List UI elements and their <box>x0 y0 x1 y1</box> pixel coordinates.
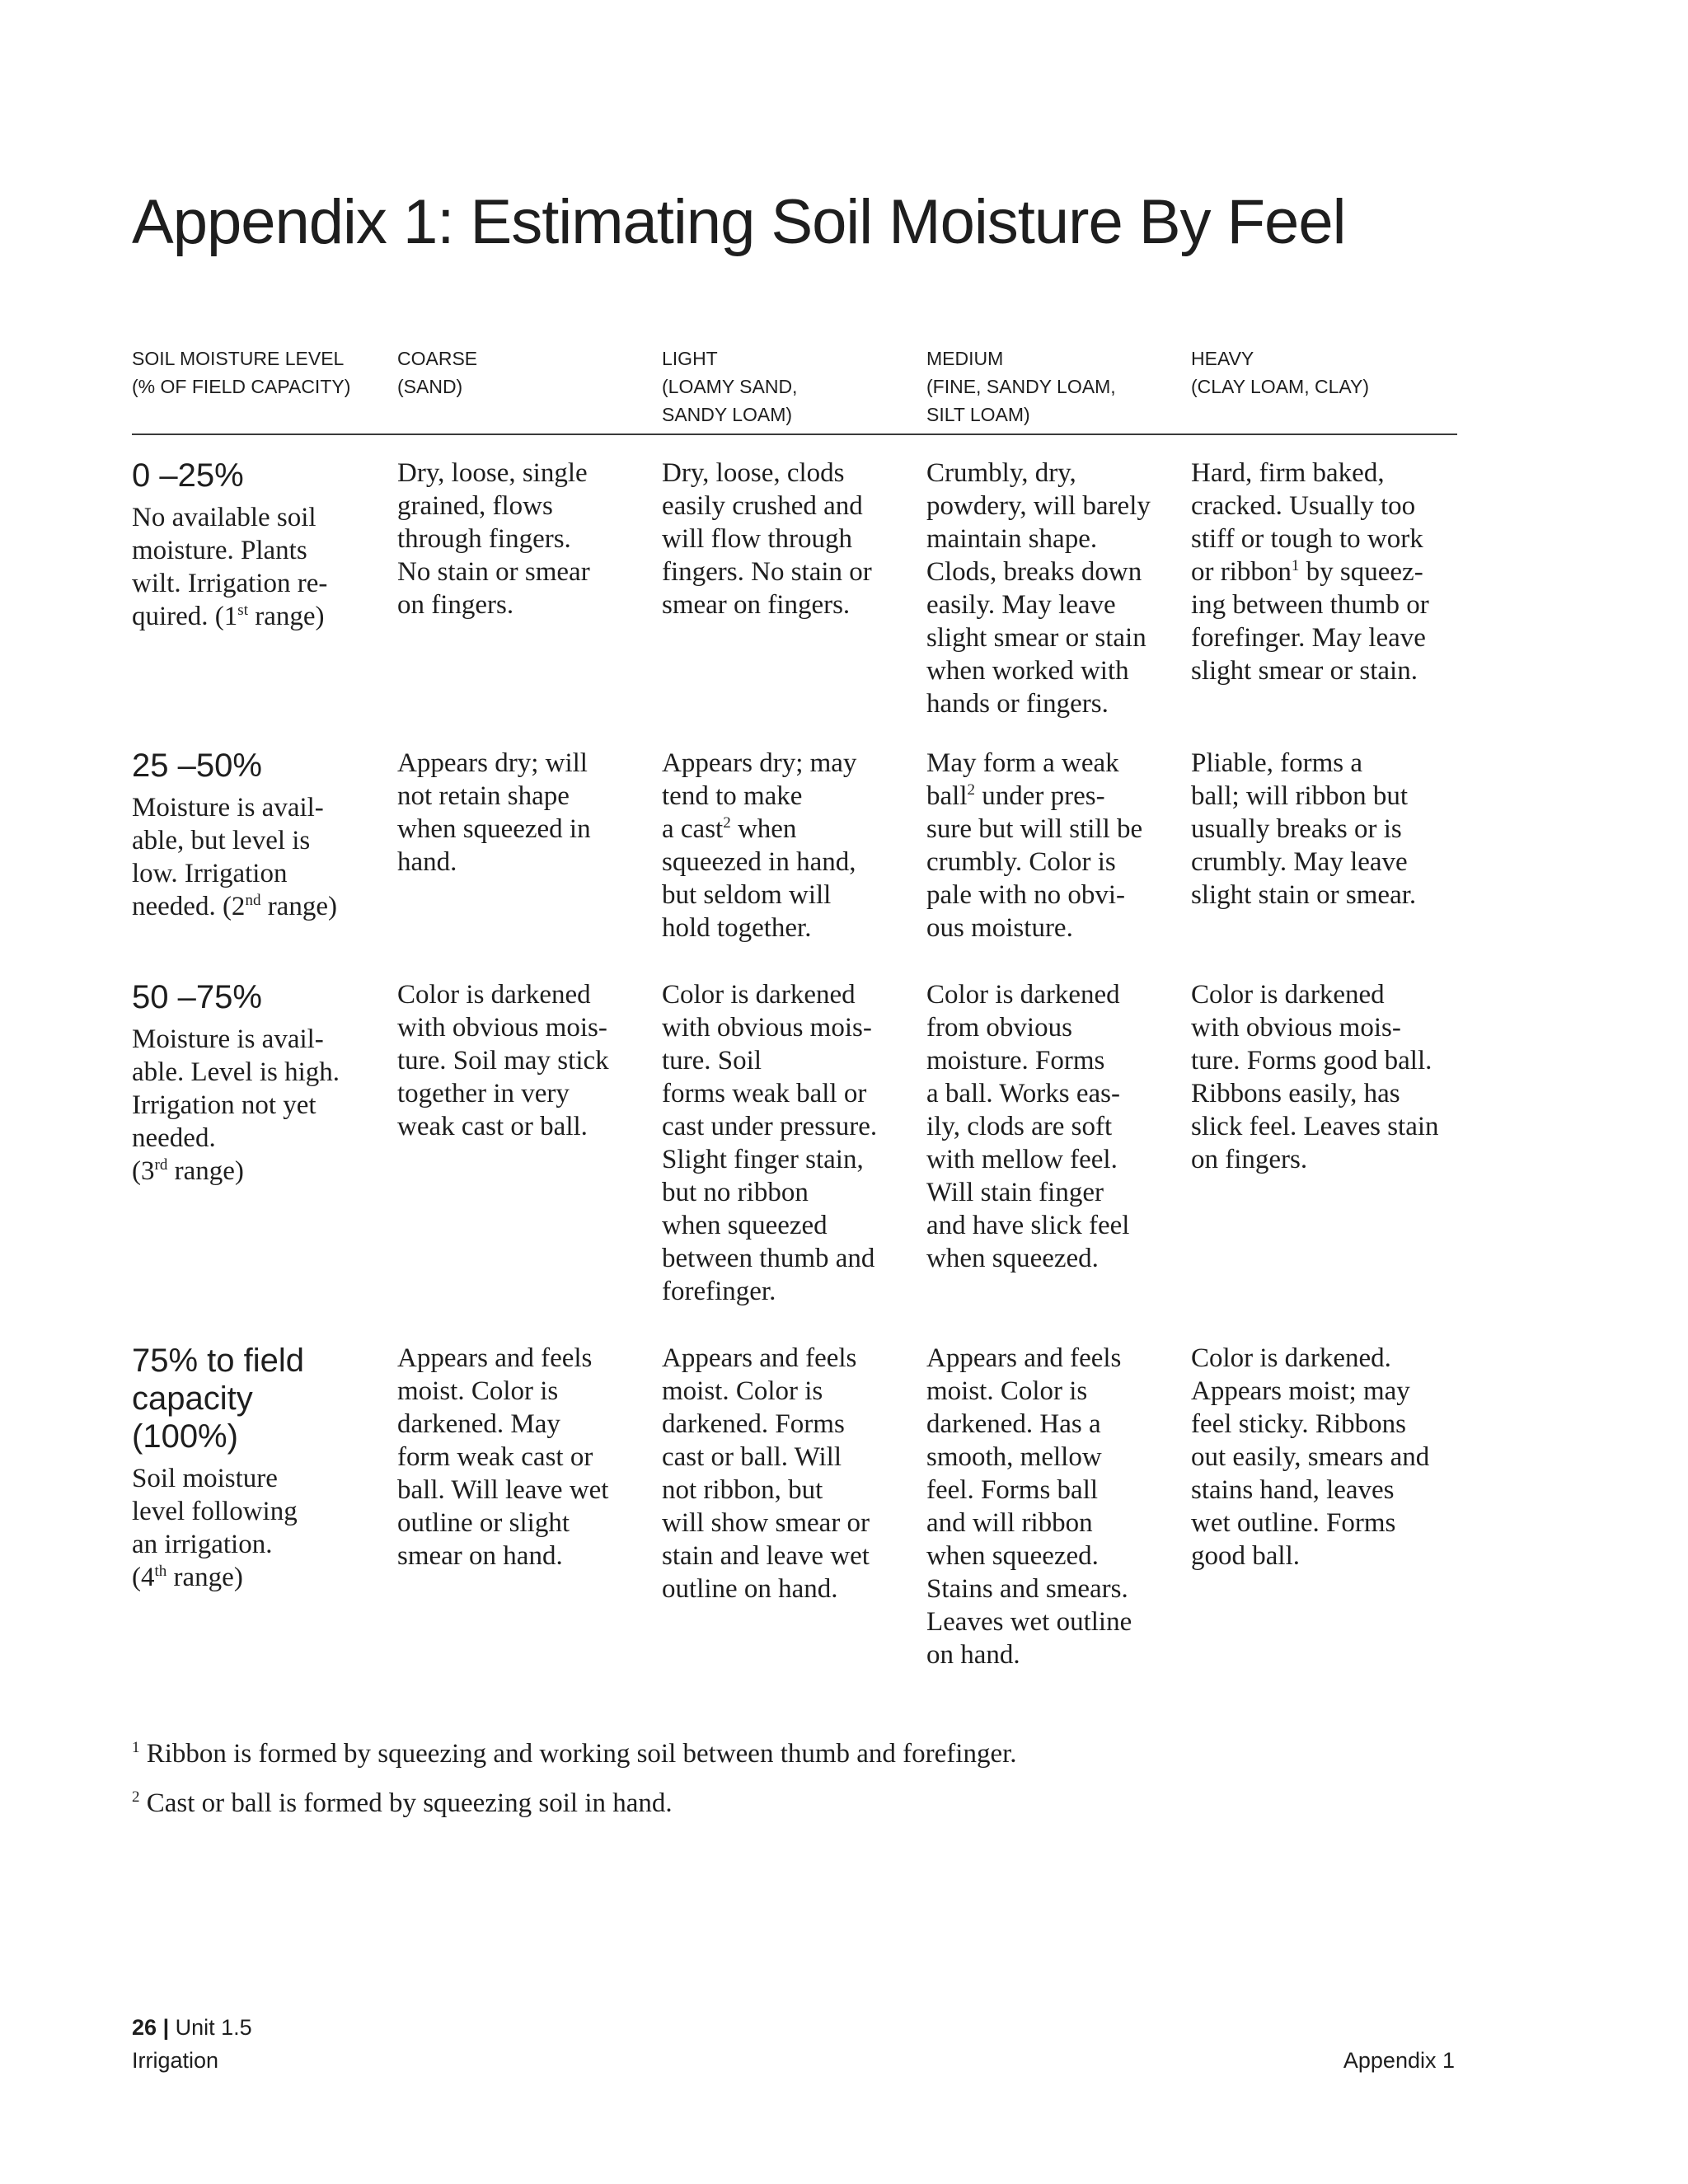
section-label: Irrigation <box>132 2048 219 2073</box>
header-line: (CLAY LOAM, CLAY) <box>1191 376 1370 397</box>
level-description <box>132 791 337 923</box>
header-line: (SAND) <box>397 376 463 397</box>
heavy-cell <box>1191 1342 1429 1572</box>
cell-line: Leaves wet outline <box>926 1607 1132 1637</box>
level-cell <box>132 978 340 1188</box>
page-number: 26 <box>132 2015 157 2040</box>
cell-line: Soil moisture <box>132 1464 278 1493</box>
cell-line: sure but will still be <box>926 814 1143 844</box>
cell-line: out easily, smears and <box>1191 1442 1430 1472</box>
footer-separator: | <box>162 2015 170 2040</box>
cell-line: fingers. No stain or <box>662 557 872 587</box>
cell-line: moisture. Forms <box>926 1046 1105 1076</box>
superscript: rd <box>154 1156 168 1174</box>
level-title <box>132 1342 304 1455</box>
cell-line: moisture. Plants <box>132 536 307 565</box>
cell-line: Dry, loose, clods <box>662 458 845 488</box>
superscript: st <box>237 602 248 619</box>
header-line: COARSE <box>397 348 478 369</box>
cell-line: between thumb and <box>662 1244 875 1273</box>
cell-line: ball$^2$ under pres- <box>926 781 1105 811</box>
cell-line: Appears and feels <box>926 1343 1122 1373</box>
cell-line: Moisture is avail- <box>132 793 324 823</box>
cell-line: Color is darkened. <box>1191 1343 1391 1373</box>
header-line: SILT LOAM) <box>926 404 1030 425</box>
cell-line: Hard, firm baked, <box>1191 458 1385 488</box>
cell-line: ball. Will leave wet <box>397 1475 609 1505</box>
cell-line: No stain or smear <box>397 557 590 587</box>
footnotes <box>132 1737 1017 1836</box>
coarse-cell <box>397 747 591 879</box>
cell-line: Crumbly, dry, <box>926 458 1076 488</box>
cell-line: stains hand, leaves <box>1191 1475 1395 1505</box>
light-cell <box>662 1342 870 1605</box>
level-cell <box>132 747 337 923</box>
cell-line: not ribbon, but <box>662 1475 823 1505</box>
cell-line: stain and leave wet <box>662 1541 870 1571</box>
header-line: MEDIUM <box>926 348 1004 369</box>
coarse-cell <box>397 1342 608 1572</box>
cell-line: ture. Soil <box>662 1046 762 1076</box>
cell-line: (3rd range) <box>132 1156 244 1186</box>
heavy-cell <box>1191 978 1439 1176</box>
cell-line: Appears dry; may <box>662 748 857 778</box>
cell-line: slight stain or smear. <box>1191 880 1417 910</box>
cell-line: good ball. <box>1191 1541 1300 1571</box>
cell-line: a ball. Works eas- <box>926 1079 1120 1108</box>
superscript: 2 <box>967 781 975 799</box>
cell-line: Irrigation not yet <box>132 1090 316 1120</box>
cell-line: (4th range) <box>132 1563 243 1592</box>
cell-line: 50 –75% <box>132 979 262 1015</box>
medium-cell <box>926 747 1142 944</box>
cell-line: with obvious mois- <box>397 1013 607 1043</box>
cell-line: slight smear or stain <box>926 623 1146 653</box>
cell-line: or ribbon$^1$ by squeez- <box>1191 557 1423 587</box>
medium-cell <box>926 457 1151 720</box>
level-title <box>132 457 327 494</box>
footnote-text: Cast or ball is formed by squeezing soil in hand. <box>146 1788 673 1818</box>
cell-line: outline on hand. <box>662 1574 838 1604</box>
level-title <box>132 747 337 785</box>
cell-line: feel. Forms ball <box>926 1475 1099 1505</box>
cell-line: (100%) <box>132 1418 238 1455</box>
cell-line: darkened. May <box>397 1409 560 1439</box>
unit-label: Unit 1.5 <box>175 2015 252 2040</box>
cell-line: Color is darkened <box>1191 980 1385 1010</box>
header-line: SANDY LOAM) <box>662 404 793 425</box>
cell-line: ous moisture. <box>926 913 1073 943</box>
header-divider <box>132 434 1457 435</box>
cell-line: May form a weak <box>926 748 1119 778</box>
cell-line: pale with no obvi- <box>926 880 1126 910</box>
cell-line: wet outline. Forms <box>1191 1508 1396 1538</box>
cell-line: ily, clods are soft <box>926 1112 1113 1141</box>
cell-line: smooth, mellow <box>926 1442 1102 1472</box>
heavy-cell <box>1191 747 1416 912</box>
footer-left <box>132 2011 252 2077</box>
cell-line: easily. May leave <box>926 590 1116 620</box>
cell-line: when squeezed. <box>926 1541 1099 1571</box>
cell-line: with obvious mois- <box>662 1013 872 1043</box>
cell-line: forefinger. <box>662 1277 776 1306</box>
cell-line: with mellow feel. <box>926 1145 1118 1174</box>
cell-line: Color is darkened <box>662 980 856 1010</box>
cell-line: crumbly. Color is <box>926 847 1116 877</box>
cell-line: moist. Color is <box>662 1376 823 1406</box>
header-light <box>662 344 797 429</box>
cell-line: level following <box>132 1497 298 1526</box>
cell-line: 75% to field <box>132 1343 305 1379</box>
cell-line: smear on hand. <box>397 1541 563 1571</box>
header-line: SOIL MOISTURE LEVEL <box>132 348 345 369</box>
cell-line: cast under pressure. <box>662 1112 878 1141</box>
cell-line: 0 –25% <box>132 457 244 494</box>
cell-line: a cast$^2$ when <box>662 814 797 844</box>
cell-line: hands or fingers. <box>926 689 1109 719</box>
cell-line: wilt. Irrigation re- <box>132 569 328 598</box>
cell-line: moist. Color is <box>397 1376 559 1406</box>
cell-line: ing between thumb or <box>1191 590 1429 620</box>
cell-line: 25 –50% <box>132 748 262 784</box>
footnote <box>132 1787 1017 1820</box>
cell-line: Dry, loose, single <box>397 458 588 488</box>
header-line: (% OF FIELD CAPACITY) <box>132 376 351 397</box>
cell-line: and have slick feel <box>926 1211 1130 1240</box>
light-cell <box>662 457 872 621</box>
cell-line: Clods, breaks down <box>926 557 1142 587</box>
cell-line: forms weak ball or <box>662 1079 867 1108</box>
cell-line: together in very <box>397 1079 570 1108</box>
cell-line: but seldom will <box>662 880 832 910</box>
header-line: (FINE, SANDY LOAM, <box>926 376 1116 397</box>
cell-line: Stains and smears. <box>926 1574 1128 1604</box>
header-soil-moisture-level <box>132 344 350 401</box>
cell-line: crumbly. May leave <box>1191 847 1408 877</box>
light-cell <box>662 747 856 944</box>
footer-unit-line <box>132 2011 252 2044</box>
cell-line: but no ribbon <box>662 1178 809 1207</box>
cell-line: Appears moist; may <box>1191 1376 1410 1406</box>
footnote-mark: 1 <box>132 1739 140 1756</box>
cell-line: on hand. <box>926 1640 1020 1670</box>
level-description <box>132 501 327 633</box>
cell-line: an irrigation. <box>132 1530 273 1559</box>
cell-line: Slight finger stain, <box>662 1145 864 1174</box>
cell-line: smear on fingers. <box>662 590 851 620</box>
cell-line: on fingers. <box>397 590 514 620</box>
cell-line: squeezed in hand, <box>662 847 856 877</box>
footnote <box>132 1737 1017 1770</box>
cell-line: through fingers. <box>397 524 571 554</box>
level-cell <box>132 457 327 633</box>
cell-line: outline or slight <box>397 1508 570 1538</box>
medium-cell <box>926 978 1129 1275</box>
cell-line: grained, flows <box>397 491 553 521</box>
cell-line: Appears and feels <box>397 1343 593 1373</box>
cell-line: capacity <box>132 1380 253 1417</box>
cell-line: quired. (1st range) <box>132 602 325 631</box>
cell-line: maintain shape. <box>926 524 1098 554</box>
cell-line: low. Irrigation <box>132 859 288 888</box>
cell-line: hand. <box>397 847 457 877</box>
cell-line: Pliable, forms a <box>1191 748 1363 778</box>
header-line: (LOAMY SAND, <box>662 376 798 397</box>
coarse-cell <box>397 457 590 621</box>
medium-cell <box>926 1342 1132 1671</box>
superscript: 2 <box>723 814 731 832</box>
cell-line: needed. <box>132 1123 216 1153</box>
cell-line: cast or ball. Will <box>662 1442 842 1472</box>
cell-line: cracked. Usually too <box>1191 491 1416 521</box>
cell-line: hold together. <box>662 913 812 943</box>
cell-line: moist. Color is <box>926 1376 1088 1406</box>
level-cell <box>132 1342 304 1594</box>
cell-line: slick feel. Leaves stain <box>1191 1112 1439 1141</box>
cell-line: Appears dry; will <box>397 748 588 778</box>
cell-line: when squeezed <box>662 1211 828 1240</box>
cell-line: and will ribbon <box>926 1508 1093 1538</box>
level-title <box>132 978 340 1016</box>
level-description <box>132 1462 304 1594</box>
cell-line: needed. (2nd range) <box>132 892 337 921</box>
cell-line: easily crushed and <box>662 491 863 521</box>
cell-line: when worked with <box>926 656 1129 686</box>
cell-line: able. Level is high. <box>132 1057 340 1087</box>
cell-line: ball; will ribbon but <box>1191 781 1409 811</box>
cell-line: with obvious mois- <box>1191 1013 1401 1043</box>
cell-line: ture. Forms good ball. <box>1191 1046 1432 1076</box>
cell-line: Will stain finger <box>926 1178 1104 1207</box>
cell-line: No available soil <box>132 503 316 532</box>
page-title: Appendix 1: Estimating Soil Moisture By Feel <box>132 187 1346 257</box>
cell-line: darkened. Has a <box>926 1409 1101 1439</box>
cell-line: weak cast or ball. <box>397 1112 588 1141</box>
cell-line: will show smear or <box>662 1508 870 1538</box>
header-medium <box>926 344 1116 429</box>
cell-line: feel sticky. Ribbons <box>1191 1409 1406 1439</box>
cell-line: when squeezed. <box>926 1244 1099 1273</box>
cell-line: Appears and feels <box>662 1343 857 1373</box>
cell-line: Color is darkened <box>397 980 591 1010</box>
cell-line: form weak cast or <box>397 1442 593 1472</box>
level-description <box>132 1023 340 1188</box>
header-heavy <box>1191 344 1369 401</box>
cell-line: from obvious <box>926 1013 1072 1043</box>
header-line: LIGHT <box>662 348 718 369</box>
heavy-cell <box>1191 457 1429 687</box>
cell-line: slight smear or stain. <box>1191 656 1418 686</box>
cell-line: Ribbons easily, has <box>1191 1079 1400 1108</box>
cell-line: will flow through <box>662 524 852 554</box>
cell-line: darkened. Forms <box>662 1409 845 1439</box>
superscript: nd <box>245 892 261 909</box>
superscript: th <box>154 1563 167 1580</box>
cell-line: when squeezed in <box>397 814 591 844</box>
cell-line: Color is darkened <box>926 980 1120 1010</box>
superscript: 1 <box>1291 557 1300 574</box>
cell-line: on fingers. <box>1191 1145 1308 1174</box>
footnote-text: Ribbon is formed by squeezing and working soil between thumb and forefinger. <box>146 1739 1017 1769</box>
cell-line: tend to make <box>662 781 803 811</box>
cell-line: powdery, will barely <box>926 491 1151 521</box>
light-cell <box>662 978 877 1308</box>
footer-right: Appendix 1 <box>1343 2048 1455 2073</box>
table-header <box>132 344 1457 427</box>
cell-line: able, but level is <box>132 826 311 855</box>
cell-line: forefinger. May leave <box>1191 623 1426 653</box>
coarse-cell <box>397 978 609 1143</box>
header-line: HEAVY <box>1191 348 1254 369</box>
cell-line: ture. Soil may stick <box>397 1046 609 1076</box>
cell-line: usually breaks or is <box>1191 814 1402 844</box>
cell-line: not retain shape <box>397 781 570 811</box>
header-coarse <box>397 344 477 401</box>
cell-line: stiff or tough to work <box>1191 524 1423 554</box>
footnote-mark: 2 <box>132 1788 140 1806</box>
cell-line: Moisture is avail- <box>132 1024 324 1054</box>
